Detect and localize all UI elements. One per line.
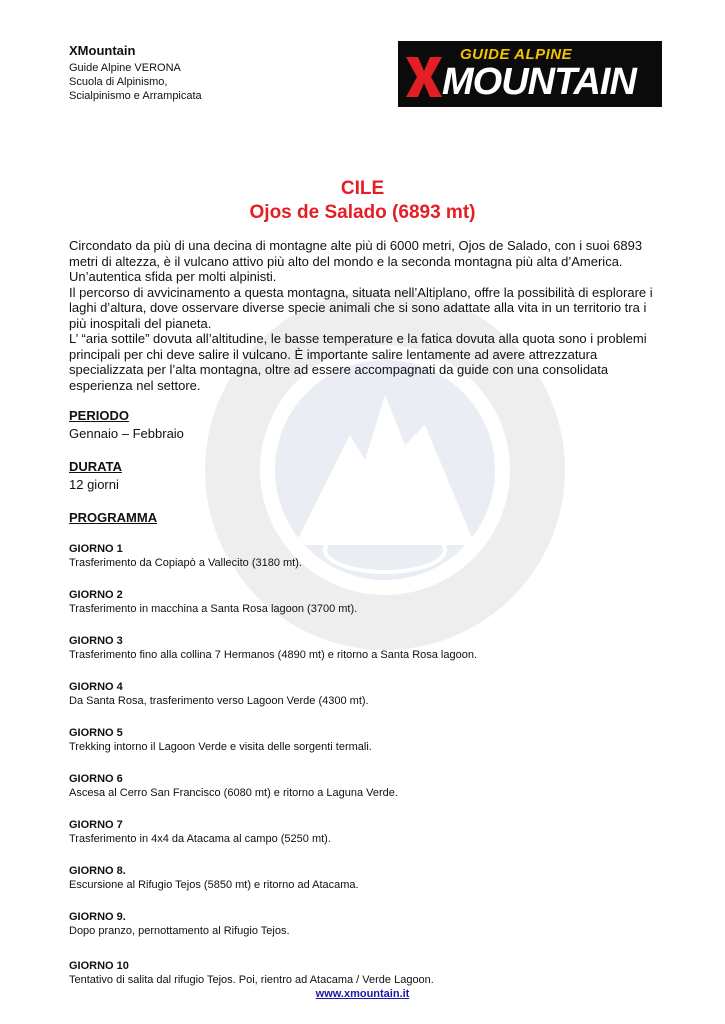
itinerary-day (69, 959, 659, 987)
organization-line: Guide Alpine VERONA (69, 62, 181, 74)
programma-section (69, 510, 157, 525)
durata-value: 12 giorni (69, 477, 119, 492)
programma-heading: PROGRAMMA (69, 510, 158, 525)
intro-paragraph: Circondato da più di una decina di montagne alte più di 6000 metri, Ojos de Salado, con i suoi 6893 metri di altezza, è il vulcano attivo più alto del mondo e la seconda montagna più alta d’America. Un’autentica sfida per molti alpinisti. (69, 238, 643, 284)
periodo-section (69, 408, 184, 441)
intro-paragraph: L’ “aria sottile” dovuta all’altitudine, le basse temperature e la fatica dovuta alla quota sono i problemi principali per chi deve salire il vulcano. È importante salire lentamente ad avere attrezzatura specializzata per l’alta montagna, oltre ad essere accompagnati da guide con una consolidata esperienza nel settore. (69, 331, 647, 393)
itinerary-day (69, 634, 659, 662)
day-title: GIORNO 5 (69, 727, 123, 739)
day-description: Trasferimento fino alla collina 7 Hermanos (4890 mt) e ritorno a Santa Rosa lagoon. (69, 649, 478, 661)
organization-line: Scuola di Alpinismo, (69, 76, 168, 88)
itinerary-day (69, 588, 659, 616)
itinerary-day (69, 772, 659, 800)
intro-text (69, 238, 659, 393)
footer (0, 984, 725, 1002)
day-description: Trasferimento in macchina a Santa Rosa lagoon (3700 mt). (69, 603, 358, 615)
day-title: GIORNO 10 (69, 960, 129, 972)
day-title: GIORNO 1 (69, 543, 123, 555)
day-description: Trasferimento da Copiapò a Vallecito (3180 mt). (69, 557, 302, 569)
itinerary-day (69, 864, 659, 892)
organization-line: Scialpinismo e Arrampicata (69, 90, 202, 102)
organization-block (69, 43, 202, 103)
intro-paragraph: Il percorso di avvicinamento a questa montagna, situata nell’Altiplano, offre la possibilità di esplorare i laghi d’altura, dove osservare diverse specie animali che si sono adattate alla vita in un territorio tra i più inospitali del pianeta. (69, 284, 653, 331)
day-description: Trekking intorno il Lagoon Verde e visita delle sorgenti termali. (69, 741, 372, 753)
periodo-value: Gennaio – Febbraio (69, 426, 184, 441)
page-subtitle: Ojos de Salado (6893 mt) (249, 202, 476, 223)
itinerary-day (69, 818, 659, 846)
durata-heading: DURATA (69, 459, 122, 474)
day-description: Ascesa al Cerro San Francisco (6080 mt) e ritorno a Laguna Verde. (69, 787, 398, 799)
day-title: GIORNO 9. (69, 911, 126, 923)
itinerary-day (69, 910, 659, 938)
day-description: Trasferimento in 4x4 da Atacama al campo (5250 mt). (69, 833, 331, 845)
day-description: Dopo pranzo, pernottamento al Rifugio Tejos. (69, 925, 290, 937)
organization-name: XMountain (69, 43, 136, 58)
logo-wordmark: MOUNTAIN (442, 61, 636, 103)
periodo-heading: PERIODO (69, 408, 129, 423)
durata-section (69, 459, 122, 492)
day-title: GIORNO 4 (69, 681, 123, 693)
day-title: GIORNO 6 (69, 773, 123, 785)
logo-tagline: GUIDE ALPINE (460, 46, 573, 63)
day-title: GIORNO 7 (69, 819, 123, 831)
day-description: Da Santa Rosa, trasferimento verso Lagoon Verde (4300 mt). (69, 695, 369, 707)
page-title: CILE (340, 178, 385, 199)
itinerary-day (69, 542, 659, 570)
itinerary-list (69, 542, 659, 1005)
day-title: GIORNO 2 (69, 589, 123, 601)
day-title: GIORNO 8. (69, 865, 126, 877)
xmountain-logo (398, 41, 662, 107)
day-description: Escursione al Rifugio Tejos (5850 mt) e ritorno ad Atacama. (69, 879, 359, 891)
day-title: GIORNO 3 (69, 635, 123, 647)
x-mark-icon (404, 55, 444, 99)
website-link[interactable]: www.xmountain.it (315, 988, 410, 1000)
itinerary-day (69, 680, 659, 708)
itinerary-day (69, 726, 659, 754)
day-description: Tentativo di salita dal rifugio Tejos. Poi, rientro ad Atacama / Verde Lagoon. (69, 974, 434, 986)
